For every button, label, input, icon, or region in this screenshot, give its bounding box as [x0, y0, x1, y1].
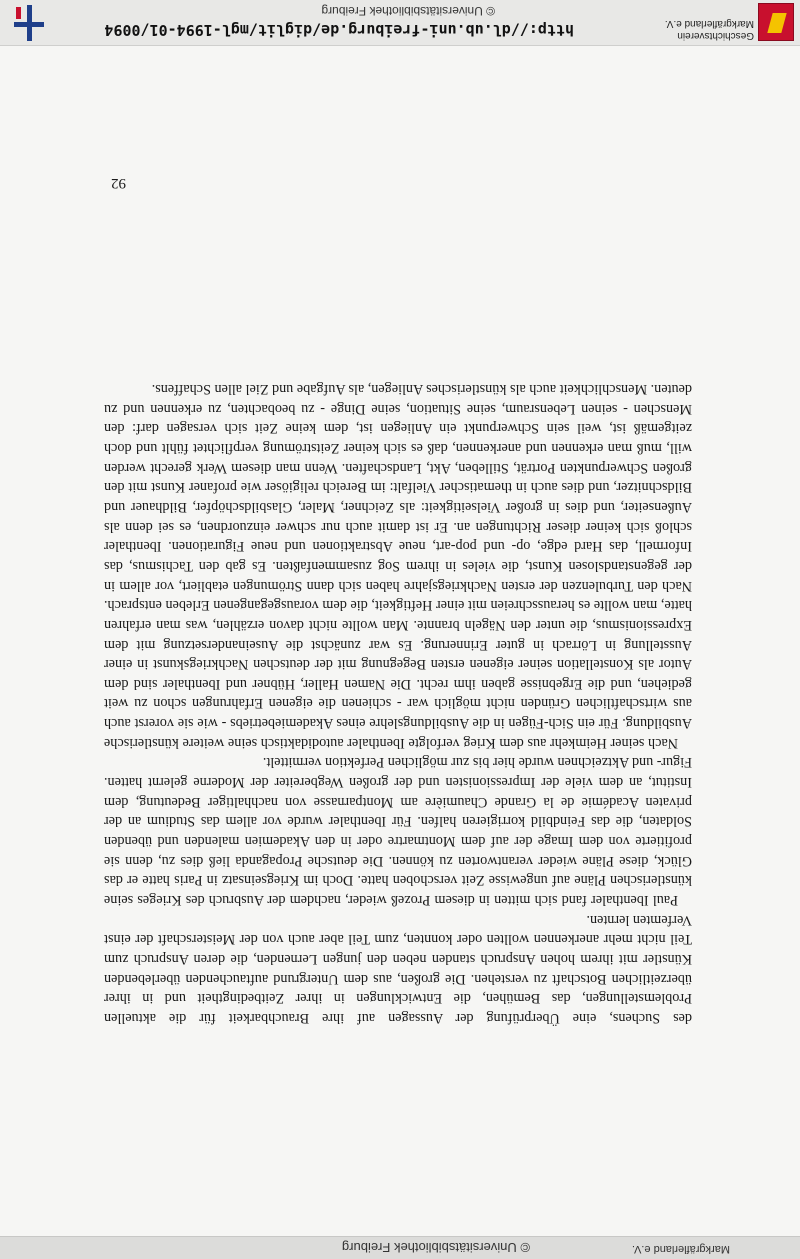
paragraph: des Suchens, eine Überprüfung der Aussagen auf ihre Brauchbarkeit für die aktuellen Problemstellungen, das Bemühen, die Entwicklungen in ihrer Zeitbedingtheit und in ihrer überzeitlichen Botschaft zu verstehen. Die großen, aus dem Untergrund auftauchenden überlebenden Künstler mit ihrem hohen Anspruch standen neben den jungen Lernenden, die deren Anspruch zum Teil nicht mehr anerkennen wollten oder konnten, zum Teil aber auch von der Meisterschaft der einst Verfemten lernten. [104, 911, 692, 1026]
paragraph: Nach seiner Heimkehr aus dem Krieg verfolgte Ibenthaler autodidaktisch seine weitere künstlerische Ausbildung. Für ein Sich-Fügen in die Ausbildungslehre eines Akademiebetriebs - wie sie vorerst auch aus wirtschaftlichen Gründen nicht möglich war - schienen die eigenen Erfahrungen schon zu weit gediehen, und die Ergebnisse gaben ihm recht. Die Namen Haller, Hübner und Ibenthaler sind dem Autor als Konstellation seiner eigenen ersten Begegnung mit der deutschen Nachkriegskunst in einer Ausstellung in Lörrach in guter Erinnerung. Es war zunächst die Auseinandersetzung mit dem Expressionismus, die unter den Nägeln brannte. Man wollte nicht davon erzählen, was man erfahren hatte, man wollte es herausschreien mit einer Heftigkeit, die dem vorausgegangenen Erleben entsprach. Nach den Turbulenzen der ersten Nachkriegsjahre haben sich dann Strömungen etabliert, vor allem in der gegenstandslosen Kunst, die vieles in ihrem Sog zusammenfaßten. Es gab den Tachismus, das Informell, das Hard edge, op- und pop-art, neue Abstraktionen und neue Figurationen. Ibenthaler schloß sich keiner dieser Richtungen an. Er ist damit auch nur schwer einzuordnen, es sei denn als Außenseiter, und dies in großer Vielseitigkeit: als Zeichner, Maler, Glasbildschöpfer, Bildhauer und Bildschnitzer, und dies auch in thematischer Vielfalt: im Bereich religiöser wie profaner Kunst mit den großen Schwerpunkten Porträt, Stilleben, Akt, Landschaften. Wenn man diesem Werk gerecht werden will, muß man erkennen und anerkennen, daß es sich keiner Zeitströmung verpflichtet fühlt und doch zeitgemäß ist, weil sein Schwerpunkt ein Anliegen ist, dem keine Zeit sich versagen darf: den Menschen - seinen Lebensraum, seine Situation, seine Dinge - zu beobachten, zu erkennen und zu deuten. Menschlichkeit auch als künstlerisches Anliegen, als Aufgabe und Ziel allen Schaffens. [104, 381, 692, 751]
header-band [0, 0, 800, 46]
org-name-line1: Geschichtsverein [677, 30, 754, 41]
org-name-line2: Markgräflerland e.V. [664, 18, 754, 29]
page-number: 92 [111, 175, 126, 191]
footer-copyright: © Universitätsbibliothek Freiburg [341, 1240, 530, 1255]
source-url[interactable]: http://dl.ub.uni-freiburg.de/diglit/mgl-1994-01/0094 [104, 21, 574, 39]
footer-strip [0, 1236, 800, 1259]
paragraph: Paul Ibenthaler fand sich mitten in diesem Prozeß wieder, nachdem der Ausbruch des Krieges seine künstlerischen Pläne auf ungewisse Zeit verschoben hatte. Doch im Kriegseinsatz in Paris hatte er das Glück, diese Pläne wieder verantworten zu können. Die deutsche Propaganda ließ dies zu, denn sie profitierte von dem Image der auf dem Montmartre oder in den Akademien malenden und übenden Soldaten, die das Feindbild korrigieren halfen. Für Ibenthaler wurde vor allem das Studium an der privaten Académie de la Grande Chaumière am Montparnasse von nachhaltiger Bedeutung, dem Institut, an dem viele der Impressionisten und der großen Wegbereiter der Moderne gelernt hatten. Figur- und Aktzeichnen wurde hier bis zur möglichen Perfektion vermittelt. [104, 754, 692, 909]
header-copyright: © Universitätsbibliothek Freiburg [321, 4, 495, 18]
footer-org-name: Markgräflerland e.V. [631, 1243, 730, 1255]
coat-of-arms-icon [758, 3, 794, 41]
body-text [104, 378, 692, 1027]
university-logo-icon [10, 5, 48, 41]
org-name [664, 17, 754, 41]
